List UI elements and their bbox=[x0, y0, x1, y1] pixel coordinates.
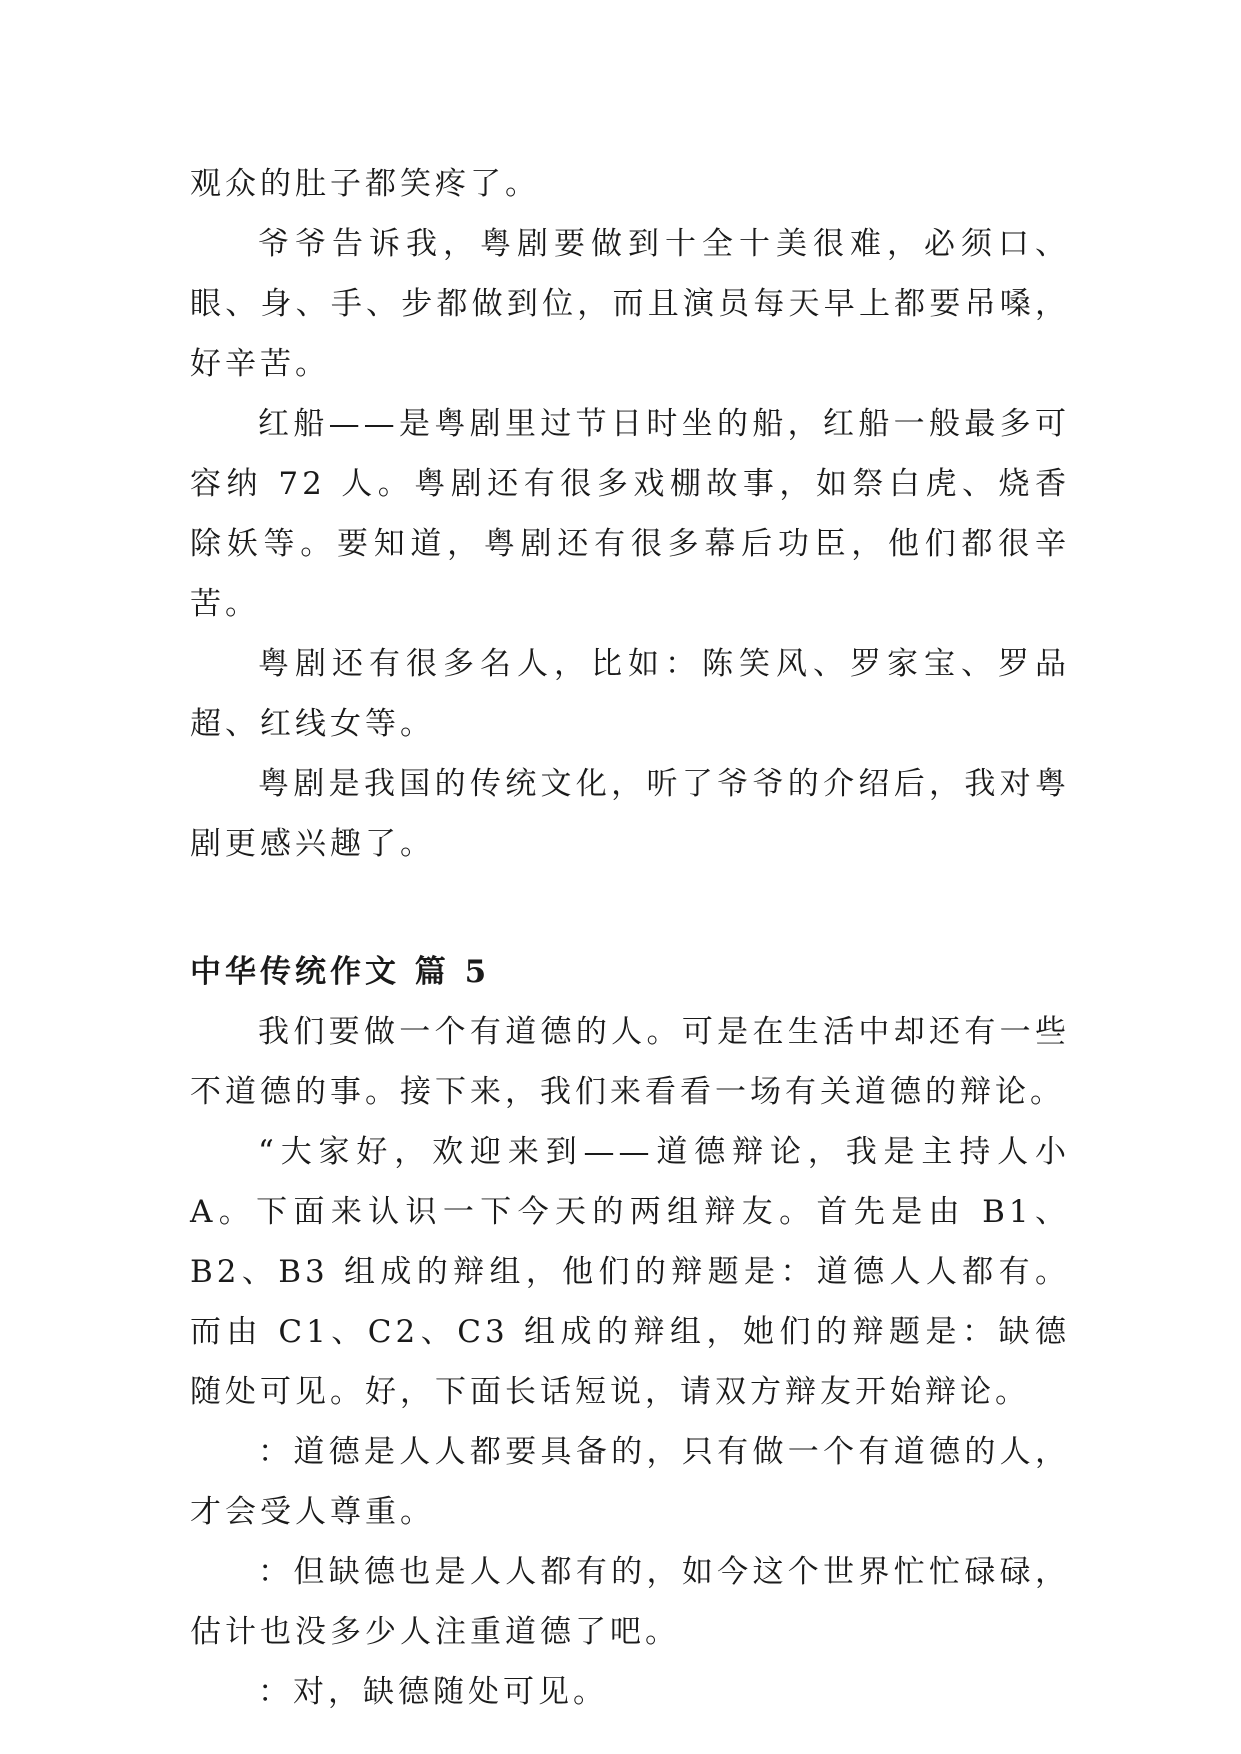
paragraph: 我们要做一个有道德的人。可是在生活中却还有一些不道德的事。接下来，我们来看看一场有关道德的辩论。 bbox=[190, 1014, 1070, 1110]
paragraph: 爷爷告诉我，粤剧要做到十全十美很难，必须口、眼、身、手、步都做到位，而且演员每天早上都要吊嗓，好辛苦。 bbox=[190, 226, 1070, 382]
paragraph: “大家好，欢迎来到——道德辩论，我是主持人小 A。下面来认识一下今天的两组辩友。首先是由 B1、B2、B3 组成的辩组，他们的辩题是：道德人人都有。而由 C1、C2、C3 组成的辩组，她们的辩题是：缺德随处可见。好，下面长话短说，请双方辩友开始辩论。 bbox=[190, 1134, 1070, 1410]
paragraph: 红船——是粤剧里过节日时坐的船，红船一般最多可容纳 72 人。粤剧还有很多戏棚故事，如祭白虎、烧香除妖等。要知道，粤剧还有很多幕后功臣，他们都很辛苦。 bbox=[190, 406, 1070, 622]
paragraph: 观众的肚子都笑疼了。 bbox=[190, 166, 540, 202]
paragraph: ：但缺德也是人人都有的，如今这个世界忙忙碌碌，估计也没多少人注重道德了吧。 bbox=[190, 1554, 1070, 1650]
paragraph: ：对，缺德随处可见。 bbox=[258, 1674, 608, 1710]
paragraph: 粤剧还有很多名人，比如：陈笑风、罗家宝、罗品超、红线女等。 bbox=[190, 646, 1070, 742]
paragraph: 粤剧是我国的传统文化，听了爷爷的介绍后，我对粤剧更感兴趣了。 bbox=[190, 766, 1070, 862]
document-body bbox=[190, 154, 1070, 1722]
paragraph: ：道德是人人都要具备的，只有做一个有道德的人，才会受人尊重。 bbox=[190, 1434, 1070, 1530]
section-heading: 中华传统作文 篇 5 bbox=[190, 954, 491, 990]
